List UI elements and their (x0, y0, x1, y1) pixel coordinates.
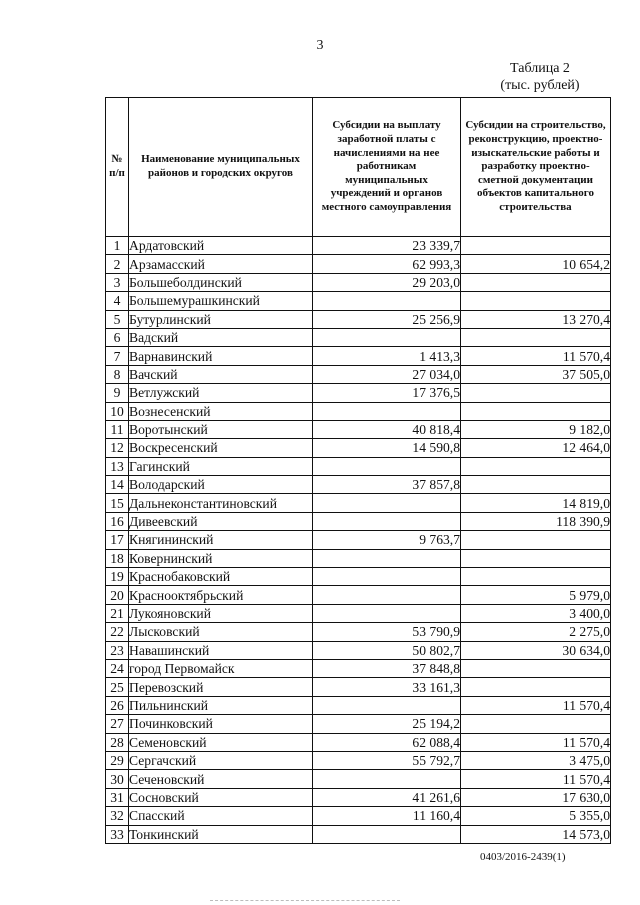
cell-num: 17 (106, 531, 129, 549)
cell-num: 1 (106, 237, 129, 255)
cell-num: 8 (106, 365, 129, 383)
table-row (106, 788, 611, 806)
cell-construction-subsidy: 17 630,0 (461, 788, 611, 806)
cell-num: 7 (106, 347, 129, 365)
cell-construction-subsidy (461, 273, 611, 291)
cell-num: 32 (106, 807, 129, 825)
header-salary-subsidies: Субсидии на выплату заработной платы с начислениями на нее работникам муниципальных учреждений и органов местного самоуправления (313, 98, 461, 237)
cell-salary-subsidy: 27 034,0 (313, 365, 461, 383)
cell-num: 27 (106, 715, 129, 733)
table-row (106, 770, 611, 788)
cell-num: 11 (106, 420, 129, 438)
cell-name: Ковернинский (129, 549, 313, 567)
cell-num: 6 (106, 328, 129, 346)
cell-salary-subsidy (313, 512, 461, 530)
table-row (106, 457, 611, 475)
table-row (106, 825, 611, 843)
cell-name: Перевозский (129, 678, 313, 696)
cell-construction-subsidy: 10 654,2 (461, 255, 611, 273)
cell-num: 14 (106, 476, 129, 494)
table-row (106, 347, 611, 365)
table-caption (480, 60, 600, 94)
cell-num: 3 (106, 273, 129, 291)
cell-salary-subsidy (313, 494, 461, 512)
table-row (106, 751, 611, 769)
cell-salary-subsidy (313, 402, 461, 420)
cell-construction-subsidy: 11 570,4 (461, 347, 611, 365)
cell-salary-subsidy: 41 261,6 (313, 788, 461, 806)
cell-name: Большемурашкинский (129, 292, 313, 310)
cell-name: Володарский (129, 476, 313, 494)
cell-num: 19 (106, 568, 129, 586)
cell-num: 5 (106, 310, 129, 328)
table-row (106, 678, 611, 696)
table-title: Таблица 2 (510, 61, 570, 76)
cell-salary-subsidy (313, 457, 461, 475)
cell-construction-subsidy: 11 570,4 (461, 770, 611, 788)
cell-salary-subsidy (313, 549, 461, 567)
cell-construction-subsidy: 30 634,0 (461, 641, 611, 659)
table-row (106, 641, 611, 659)
cell-num: 10 (106, 402, 129, 420)
cell-name: Вознесенский (129, 402, 313, 420)
cell-salary-subsidy: 29 203,0 (313, 273, 461, 291)
cell-construction-subsidy: 5 979,0 (461, 586, 611, 604)
cell-construction-subsidy (461, 531, 611, 549)
cell-name: Лукояновский (129, 604, 313, 622)
cell-salary-subsidy (313, 292, 461, 310)
cell-construction-subsidy: 3 400,0 (461, 604, 611, 622)
cell-num: 24 (106, 659, 129, 677)
cell-construction-subsidy: 14 819,0 (461, 494, 611, 512)
table-row (106, 292, 611, 310)
cell-num: 25 (106, 678, 129, 696)
cell-construction-subsidy: 12 464,0 (461, 439, 611, 457)
cell-construction-subsidy (461, 678, 611, 696)
table-row (106, 807, 611, 825)
cell-name: Вачский (129, 365, 313, 383)
cell-name: Лысковский (129, 623, 313, 641)
table-row (106, 365, 611, 383)
cell-construction-subsidy (461, 328, 611, 346)
cell-salary-subsidy (313, 586, 461, 604)
cell-name: Ветлужский (129, 384, 313, 402)
cell-salary-subsidy (313, 604, 461, 622)
cell-name: Краснооктябрьский (129, 586, 313, 604)
cell-name: Воскресенский (129, 439, 313, 457)
cell-num: 26 (106, 696, 129, 714)
cell-salary-subsidy: 40 818,4 (313, 420, 461, 438)
cell-construction-subsidy (461, 384, 611, 402)
cell-salary-subsidy: 17 376,5 (313, 384, 461, 402)
header-name: Наименование муниципальных районов и городских округов (129, 98, 313, 237)
table-row (106, 439, 611, 457)
cell-construction-subsidy: 14 573,0 (461, 825, 611, 843)
cell-salary-subsidy: 37 857,8 (313, 476, 461, 494)
cell-num: 12 (106, 439, 129, 457)
cell-num: 31 (106, 788, 129, 806)
table-row (106, 549, 611, 567)
cell-salary-subsidy (313, 568, 461, 586)
cell-name: Ардатовский (129, 237, 313, 255)
cell-name: Пильнинский (129, 696, 313, 714)
table-row (106, 384, 611, 402)
cell-name: Спасский (129, 807, 313, 825)
cell-construction-subsidy (461, 402, 611, 420)
header-construction-subsidies: Субсидии на строительство, реконструкцию, проектно-изыскательские работы и разработку проектно-сметной документации объектов капитального строительства (461, 98, 611, 237)
cell-num: 9 (106, 384, 129, 402)
cell-construction-subsidy: 13 270,4 (461, 310, 611, 328)
cell-construction-subsidy (461, 715, 611, 733)
table-row (106, 586, 611, 604)
table-row (106, 328, 611, 346)
table-row (106, 273, 611, 291)
cell-construction-subsidy: 5 355,0 (461, 807, 611, 825)
cell-name: Навашинский (129, 641, 313, 659)
cell-num: 18 (106, 549, 129, 567)
cell-name: Большеболдинский (129, 273, 313, 291)
cell-salary-subsidy: 1 413,3 (313, 347, 461, 365)
cell-construction-subsidy (461, 568, 611, 586)
cell-num: 2 (106, 255, 129, 273)
cell-construction-subsidy (461, 659, 611, 677)
cell-salary-subsidy: 14 590,8 (313, 439, 461, 457)
cell-construction-subsidy: 37 505,0 (461, 365, 611, 383)
cell-name: Починковский (129, 715, 313, 733)
cell-salary-subsidy: 53 790,9 (313, 623, 461, 641)
cell-salary-subsidy (313, 825, 461, 843)
cell-num: 33 (106, 825, 129, 843)
cell-salary-subsidy: 50 802,7 (313, 641, 461, 659)
cell-construction-subsidy: 11 570,4 (461, 733, 611, 751)
table-row (106, 659, 611, 677)
cell-num: 21 (106, 604, 129, 622)
cell-salary-subsidy: 33 161,3 (313, 678, 461, 696)
cell-salary-subsidy: 23 339,7 (313, 237, 461, 255)
cell-num: 4 (106, 292, 129, 310)
table-row (106, 494, 611, 512)
cell-name: Сеченовский (129, 770, 313, 788)
cell-construction-subsidy (461, 457, 611, 475)
table-row (106, 733, 611, 751)
table-row (106, 512, 611, 530)
cell-name: Бутурлинский (129, 310, 313, 328)
cell-num: 22 (106, 623, 129, 641)
cell-salary-subsidy: 62 088,4 (313, 733, 461, 751)
bottom-edge-mark (210, 900, 400, 903)
cell-name: Краснобаковский (129, 568, 313, 586)
page-number: 3 (316, 38, 324, 53)
cell-salary-subsidy (313, 696, 461, 714)
table-row (106, 623, 611, 641)
cell-num: 28 (106, 733, 129, 751)
table-header-row (106, 98, 611, 237)
table-row (106, 402, 611, 420)
cell-num: 20 (106, 586, 129, 604)
table-row (106, 255, 611, 273)
cell-name: Арзамасский (129, 255, 313, 273)
cell-name: Гагинский (129, 457, 313, 475)
cell-salary-subsidy: 55 792,7 (313, 751, 461, 769)
table-row (106, 531, 611, 549)
cell-construction-subsidy (461, 237, 611, 255)
cell-salary-subsidy: 62 993,3 (313, 255, 461, 273)
cell-name: Сосновский (129, 788, 313, 806)
cell-name: Тонкинский (129, 825, 313, 843)
table-row (106, 568, 611, 586)
cell-name: Вадский (129, 328, 313, 346)
header-num: № п/п (106, 98, 129, 237)
cell-construction-subsidy (461, 549, 611, 567)
table-row (106, 696, 611, 714)
cell-num: 15 (106, 494, 129, 512)
document-code: 0403/2016-2439(1) (480, 851, 566, 863)
cell-name: город Первомайск (129, 659, 313, 677)
cell-construction-subsidy (461, 292, 611, 310)
cell-salary-subsidy (313, 328, 461, 346)
table-row (106, 420, 611, 438)
cell-name: Дивеевский (129, 512, 313, 530)
cell-construction-subsidy: 2 275,0 (461, 623, 611, 641)
table-units: (тыс. рублей) (500, 78, 580, 93)
cell-num: 23 (106, 641, 129, 659)
cell-salary-subsidy: 25 194,2 (313, 715, 461, 733)
cell-num: 16 (106, 512, 129, 530)
cell-salary-subsidy: 25 256,9 (313, 310, 461, 328)
cell-name: Семеновский (129, 733, 313, 751)
table-row (106, 476, 611, 494)
cell-construction-subsidy: 118 390,9 (461, 512, 611, 530)
cell-name: Княгининский (129, 531, 313, 549)
cell-num: 13 (106, 457, 129, 475)
table-row (106, 310, 611, 328)
table-row (106, 237, 611, 255)
table-row (106, 604, 611, 622)
cell-salary-subsidy: 37 848,8 (313, 659, 461, 677)
cell-name: Варнавинский (129, 347, 313, 365)
cell-salary-subsidy (313, 770, 461, 788)
cell-name: Воротынский (129, 420, 313, 438)
cell-salary-subsidy: 9 763,7 (313, 531, 461, 549)
cell-construction-subsidy: 11 570,4 (461, 696, 611, 714)
cell-name: Сергачский (129, 751, 313, 769)
cell-construction-subsidy (461, 476, 611, 494)
cell-salary-subsidy: 11 160,4 (313, 807, 461, 825)
table-row (106, 715, 611, 733)
subsidies-table (105, 97, 611, 844)
cell-num: 29 (106, 751, 129, 769)
cell-num: 30 (106, 770, 129, 788)
cell-construction-subsidy: 9 182,0 (461, 420, 611, 438)
cell-construction-subsidy: 3 475,0 (461, 751, 611, 769)
cell-name: Дальнеконстантиновский (129, 494, 313, 512)
